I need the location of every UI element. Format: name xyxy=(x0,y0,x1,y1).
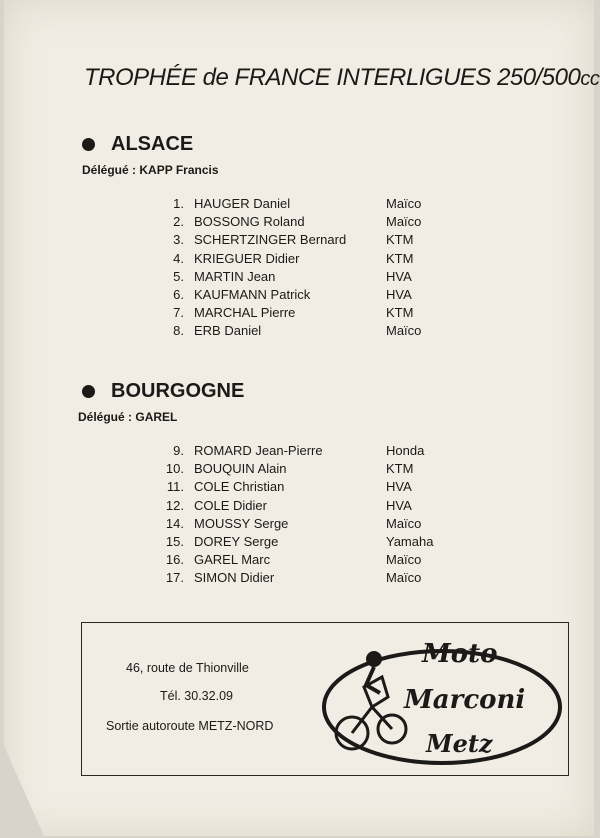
rider-brand: Maïco xyxy=(386,515,422,531)
delegue-bourgogne xyxy=(78,410,177,424)
rider-number: 17. xyxy=(165,570,184,586)
rider-number: 12. xyxy=(165,497,184,513)
rider-name: BOUQUIN Alain xyxy=(194,461,287,477)
advertisement-box xyxy=(81,622,569,776)
rider-number: 1. xyxy=(173,196,184,211)
rider-row xyxy=(166,268,466,286)
rider-number: 8. xyxy=(173,323,184,339)
rider-brand: HVA xyxy=(386,287,412,302)
rider-name: MARTIN Jean xyxy=(194,268,276,284)
rider-name: COLE Didier xyxy=(194,497,267,513)
logo-line-moto: Moto xyxy=(422,639,498,669)
rider-row xyxy=(166,250,466,268)
rider-row xyxy=(166,460,466,478)
rider-name: HAUGER Daniel xyxy=(194,196,291,211)
rider-number: 11. xyxy=(166,479,184,495)
delegue-alsace xyxy=(82,163,219,177)
rider-row xyxy=(166,478,466,496)
rider-row xyxy=(166,569,466,587)
rider-brand: Honda xyxy=(386,443,425,458)
section-name: ALSACE xyxy=(111,133,194,155)
logo-line-metz: Metz xyxy=(426,729,493,758)
logo-line-marconi: Marconi xyxy=(404,685,526,715)
rider-name: COLE Christian xyxy=(194,479,285,495)
bullet-icon xyxy=(82,385,95,398)
rider-name: MARCHAL Pierre xyxy=(194,305,296,321)
rider-number: 16. xyxy=(165,552,184,568)
rider-name: KRIEGUER Didier xyxy=(194,250,300,266)
rider-brand: Maïco xyxy=(386,214,422,230)
rider-row xyxy=(166,213,466,231)
rider-brand: HVA xyxy=(386,497,412,513)
page-title xyxy=(84,64,599,92)
rider-number: 10. xyxy=(165,461,184,477)
rider-row xyxy=(166,515,466,533)
rider-row xyxy=(166,231,466,249)
rider-name: ROMARD Jean-Pierre xyxy=(194,443,323,458)
rider-number: 2. xyxy=(173,214,184,230)
rider-brand: Yamaha xyxy=(386,534,434,549)
torn-corner xyxy=(4,746,44,836)
rider-number: 15. xyxy=(165,534,184,549)
rider-row xyxy=(166,195,466,213)
rider-brand: Maïco xyxy=(386,552,422,568)
section-heading-alsace xyxy=(82,133,193,156)
rider-brand: KTM xyxy=(386,461,414,477)
rider-name: SIMON Didier xyxy=(194,570,275,586)
rider-brand: KTM xyxy=(386,232,414,248)
rider-number: 14. xyxy=(165,515,184,531)
bullet-icon xyxy=(82,138,95,151)
rider-number: 5. xyxy=(173,268,184,284)
rider-row xyxy=(166,551,466,569)
rider-number: 6. xyxy=(173,287,184,302)
rider-name: GAREL Marc xyxy=(194,552,271,568)
rider-number: 9. xyxy=(173,443,184,458)
ad-phone: Tél. 30.32.09 xyxy=(160,689,233,703)
rider-number: 7. xyxy=(173,305,184,321)
section-heading-bourgogne xyxy=(82,380,244,403)
rider-brand: Maïco xyxy=(386,323,422,339)
rider-row xyxy=(166,286,466,304)
rider-row xyxy=(166,442,466,460)
rider-name: MOUSSY Serge xyxy=(194,515,289,531)
rider-number: 3. xyxy=(173,232,184,248)
rider-row xyxy=(166,322,466,340)
delegue-label: Délégué : xyxy=(82,163,137,177)
delegue-name: GAREL xyxy=(135,410,178,424)
rider-name: ERB Daniel xyxy=(194,323,262,339)
rider-row xyxy=(166,533,466,551)
rider-row xyxy=(166,304,466,322)
rider-name: BOSSONG Roland xyxy=(194,214,305,230)
rider-brand: KTM xyxy=(386,250,414,266)
ad-exit: Sortie autoroute METZ-NORD xyxy=(106,719,274,733)
rider-brand: Maïco xyxy=(386,196,422,211)
title-main: TROPHÉE de FRANCE INTERLIGUES 250/500 xyxy=(84,64,581,91)
rider-brand: HVA xyxy=(386,268,412,284)
rider-brand: Maïco xyxy=(386,570,422,586)
rider-name: KAUFMANN Patrick xyxy=(194,287,311,302)
rider-brand: KTM xyxy=(386,305,414,321)
delegue-label: Délégué : xyxy=(78,410,133,424)
rider-number: 4. xyxy=(173,250,184,266)
ad-address: 46, route de Thionville xyxy=(126,661,249,675)
document-page xyxy=(4,0,600,836)
title-suffix: cc xyxy=(580,68,600,90)
delegue-name: KAPP Francis xyxy=(139,163,219,177)
section-name: BOURGOGNE xyxy=(111,380,245,402)
rider-row xyxy=(166,497,466,515)
rider-brand: HVA xyxy=(386,479,412,495)
rider-name: DOREY Serge xyxy=(194,534,279,549)
rider-name: SCHERTZINGER Bernard xyxy=(194,232,347,248)
